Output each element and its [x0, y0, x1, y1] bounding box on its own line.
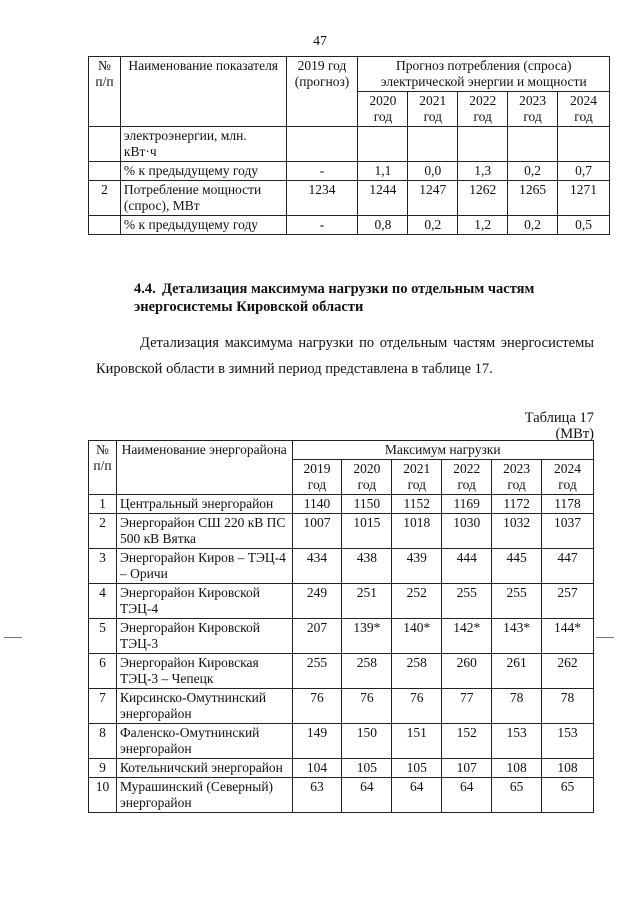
- row-value: 439: [392, 549, 442, 584]
- row-number: 5: [89, 619, 117, 654]
- row-value: 1234: [286, 181, 358, 216]
- table-row: [89, 549, 594, 584]
- header-name: Наименование показателя: [120, 57, 286, 127]
- row-number: [89, 216, 121, 235]
- section-title: Детализация максимума нагрузки по отдельным частям энергосистемы Кировской области: [134, 281, 535, 315]
- row-value: 150: [342, 724, 392, 759]
- header-year: 2023 год: [508, 92, 558, 127]
- header-forecast: Прогноз потребления (спроса) электрической энергии и мощности: [358, 57, 610, 92]
- row-value: 1152: [392, 495, 442, 514]
- header-num: № п/п: [89, 441, 117, 495]
- row-name: Котельничский энергорайон: [116, 759, 292, 778]
- header-name: Наименование энергорайона: [116, 441, 292, 495]
- table-row: [89, 654, 594, 689]
- header-year: 2021 год: [408, 92, 458, 127]
- row-value: 151: [392, 724, 442, 759]
- row-name: Энергорайон Кировская ТЭЦ-3 – Чепецк: [116, 654, 292, 689]
- row-value: [358, 127, 408, 162]
- row-number: 6: [89, 654, 117, 689]
- row-value: 65: [542, 778, 594, 813]
- row-value: 257: [542, 584, 594, 619]
- row-value: 64: [442, 778, 492, 813]
- row-value: 434: [292, 549, 342, 584]
- row-value: 1,3: [458, 162, 508, 181]
- row-value: 260: [442, 654, 492, 689]
- row-value: 1018: [392, 514, 442, 549]
- row-value: [558, 127, 610, 162]
- row-value: 108: [542, 759, 594, 778]
- table-row: [89, 127, 610, 162]
- row-name: Энергорайон Киров – ТЭЦ-4 – Оричи: [116, 549, 292, 584]
- row-value: 1,2: [458, 216, 508, 235]
- row-name: Центральный энергорайон: [116, 495, 292, 514]
- row-value: 76: [392, 689, 442, 724]
- row-value: 0,0: [408, 162, 458, 181]
- row-value: 1247: [408, 181, 458, 216]
- header-year: 2020 год: [358, 92, 408, 127]
- row-number: 9: [89, 759, 117, 778]
- row-value: 0,2: [408, 216, 458, 235]
- margin-mark: [596, 637, 614, 638]
- table-row: [89, 162, 610, 181]
- row-value: 1271: [558, 181, 610, 216]
- row-value: 0,5: [558, 216, 610, 235]
- table-row: [89, 514, 594, 549]
- row-value: 65: [492, 778, 542, 813]
- row-value: 153: [542, 724, 594, 759]
- row-name: Энергорайон СШ 220 кВ ПС 500 кВ Вятка: [116, 514, 292, 549]
- row-number: 1: [89, 495, 117, 514]
- row-value: -: [286, 162, 358, 181]
- row-value: 258: [392, 654, 442, 689]
- row-number: [89, 162, 121, 181]
- row-value: 64: [342, 778, 392, 813]
- row-number: 2: [89, 181, 121, 216]
- row-value: 1037: [542, 514, 594, 549]
- row-name: электроэнергии, млн. кВт·ч: [120, 127, 286, 162]
- paragraph-text: Детализация максимума нагрузки по отдельным частям энергосистемы Кировской области в зимний период представлена в таблице 17.: [96, 335, 594, 377]
- row-value: 445: [492, 549, 542, 584]
- row-number: 4: [89, 584, 117, 619]
- row-name: Потребление мощности (спрос), МВт: [120, 181, 286, 216]
- row-value: 444: [442, 549, 492, 584]
- header-year: 2023 год: [492, 460, 542, 495]
- section-heading: [134, 280, 594, 316]
- row-value: 78: [492, 689, 542, 724]
- row-value: 149: [292, 724, 342, 759]
- row-name: Фаленско-Омутнинский энергорайон: [116, 724, 292, 759]
- table-caption: Таблица 17: [524, 410, 594, 426]
- header-num: № п/п: [89, 57, 121, 127]
- row-value: 249: [292, 584, 342, 619]
- row-value: 207: [292, 619, 342, 654]
- row-value: [508, 127, 558, 162]
- row-value: 258: [342, 654, 392, 689]
- row-value: 1007: [292, 514, 342, 549]
- header-year: 2024 год: [542, 460, 594, 495]
- header-year: 2020 год: [342, 460, 392, 495]
- header-year: 2021 год: [392, 460, 442, 495]
- row-value: 0,2: [508, 162, 558, 181]
- row-value: 255: [492, 584, 542, 619]
- table-row: [89, 759, 594, 778]
- table-row: [89, 689, 594, 724]
- row-name: Мурашинский (Северный) энергорайон: [116, 778, 292, 813]
- row-value: 76: [342, 689, 392, 724]
- row-value: 152: [442, 724, 492, 759]
- row-value: 78: [542, 689, 594, 724]
- row-name: Энергорайон Кировской ТЭЦ-3: [116, 619, 292, 654]
- header-year: 2022 год: [458, 92, 508, 127]
- row-value: [408, 127, 458, 162]
- row-value: 1178: [542, 495, 594, 514]
- table-row: [89, 584, 594, 619]
- table-row: [89, 181, 610, 216]
- row-value: 108: [492, 759, 542, 778]
- table-units: (МВт): [555, 426, 594, 442]
- row-value: 1172: [492, 495, 542, 514]
- row-number: 3: [89, 549, 117, 584]
- row-value: 1030: [442, 514, 492, 549]
- header-year: 2024 год: [558, 92, 610, 127]
- row-name: % к предыдущему году: [120, 216, 286, 235]
- row-value: 143*: [492, 619, 542, 654]
- row-value: [286, 127, 358, 162]
- row-name: % к предыдущему году: [120, 162, 286, 181]
- row-value: 1015: [342, 514, 392, 549]
- margin-mark: [4, 637, 22, 638]
- row-value: 255: [442, 584, 492, 619]
- row-value: 63: [292, 778, 342, 813]
- row-value: 262: [542, 654, 594, 689]
- header-year: 2022 год: [442, 460, 492, 495]
- row-value: 1262: [458, 181, 508, 216]
- table-row: [89, 778, 594, 813]
- row-number: 7: [89, 689, 117, 724]
- row-value: 0,2: [508, 216, 558, 235]
- row-number: 2: [89, 514, 117, 549]
- header-year: 2019 год: [292, 460, 342, 495]
- row-value: 105: [392, 759, 442, 778]
- row-name: Энергорайон Кировской ТЭЦ-4: [116, 584, 292, 619]
- row-value: 447: [542, 549, 594, 584]
- body-paragraph: [96, 330, 594, 382]
- row-value: 0,8: [358, 216, 408, 235]
- header-max-load: Максимум нагрузки: [292, 441, 593, 460]
- row-value: 139*: [342, 619, 392, 654]
- row-value: [458, 127, 508, 162]
- row-value: 438: [342, 549, 392, 584]
- row-value: 104: [292, 759, 342, 778]
- row-value: 1244: [358, 181, 408, 216]
- row-value: 1265: [508, 181, 558, 216]
- row-value: 0,7: [558, 162, 610, 181]
- row-value: 153: [492, 724, 542, 759]
- section-number: 4.4.: [134, 281, 156, 297]
- row-value: 76: [292, 689, 342, 724]
- row-value: 1,1: [358, 162, 408, 181]
- row-value: 261: [492, 654, 542, 689]
- row-value: 1032: [492, 514, 542, 549]
- row-value: 105: [342, 759, 392, 778]
- row-name: Кирсинско-Омутнинский энергорайон: [116, 689, 292, 724]
- row-value: 140*: [392, 619, 442, 654]
- row-number: [89, 127, 121, 162]
- row-value: 1150: [342, 495, 392, 514]
- row-value: 252: [392, 584, 442, 619]
- row-value: 251: [342, 584, 392, 619]
- page-number: 47: [313, 34, 327, 49]
- row-value: 64: [392, 778, 442, 813]
- row-value: 142*: [442, 619, 492, 654]
- row-value: 255: [292, 654, 342, 689]
- table-row: [89, 724, 594, 759]
- row-number: 10: [89, 778, 117, 813]
- row-value: 107: [442, 759, 492, 778]
- table-row: [89, 216, 610, 235]
- table-row: [89, 619, 594, 654]
- row-value: 1140: [292, 495, 342, 514]
- max-load-table: [88, 440, 594, 813]
- row-value: 1169: [442, 495, 492, 514]
- forecast-table: [88, 56, 610, 235]
- header-2019: 2019 год (прогноз): [286, 57, 358, 127]
- row-value: -: [286, 216, 358, 235]
- row-number: 8: [89, 724, 117, 759]
- row-value: 77: [442, 689, 492, 724]
- table-row: [89, 495, 594, 514]
- row-value: 144*: [542, 619, 594, 654]
